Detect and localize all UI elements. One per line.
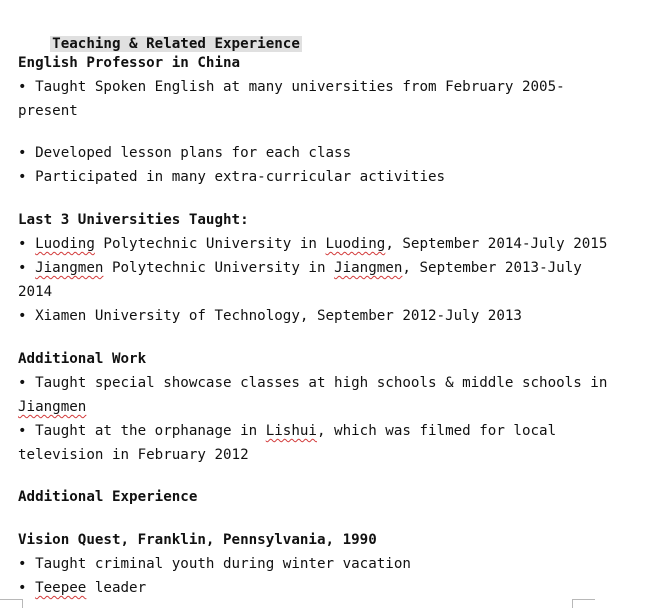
university-item-3: • Xiamen University of Technology, September 2012-July 2013 <box>18 308 522 324</box>
universities-heading: Last 3 Universities Taught: <box>18 212 249 228</box>
job-bullet-1-cont: present <box>18 103 78 119</box>
university-1-suffix: , September 2014-July 2015 <box>385 236 608 252</box>
vision-quest-bullet-2-suffix: leader <box>86 580 147 596</box>
spellcheck-word[interactable]: Luoding <box>325 236 386 252</box>
university-1-prefix: • <box>18 236 36 252</box>
university-2-prefix: • <box>18 260 36 276</box>
spellcheck-word[interactable]: Jiangmen <box>35 260 104 276</box>
vision-quest-heading: Vision Quest, Franklin, Pennsylvania, 1990 <box>18 532 377 548</box>
vision-quest-bullet-2-prefix: • <box>18 580 36 596</box>
section-title-text: Teaching & Related Experience <box>52 36 300 52</box>
spellcheck-word[interactable]: Lishui <box>265 423 317 439</box>
job-heading: English Professor in China <box>18 55 241 71</box>
additional-work-bullet-1-cont <box>18 395 86 419</box>
additional-experience-heading: Additional Experience <box>18 489 198 505</box>
additional-work-bullet-2 <box>18 419 556 443</box>
spellcheck-word[interactable]: Teepee <box>35 580 87 596</box>
university-2-mid: Polytechnic University in <box>103 260 335 276</box>
page-corner-mark-right <box>572 599 595 608</box>
university-2-suffix: , September 2013-July <box>402 260 582 276</box>
university-1-mid: Polytechnic University in <box>94 236 326 252</box>
page-corner-mark-left <box>0 599 23 608</box>
additional-work-bullet-1: • Taught special showcase classes at high schools & middle schools in <box>18 375 608 391</box>
additional-work-bullet-2-suffix: , which was filmed for local <box>316 423 557 439</box>
university-item-2 <box>18 256 582 280</box>
job-bullet-1: • Taught Spoken English at many universities from February 2005- <box>18 79 565 95</box>
job-bullet-3: • Participated in many extra-curricular activities <box>18 169 446 185</box>
additional-work-bullet-2-prefix: • Taught at the orphanage in <box>18 423 266 439</box>
spellcheck-word[interactable]: Jiangmen <box>334 260 403 276</box>
university-item-1 <box>18 232 607 256</box>
job-bullet-2: • Developed lesson plans for each class <box>18 145 352 161</box>
vision-quest-bullet-2 <box>18 576 146 600</box>
spellcheck-word[interactable]: Jiangmen <box>18 399 87 415</box>
spellcheck-word[interactable]: Luoding <box>35 236 95 252</box>
section-title <box>18 8 302 52</box>
additional-work-bullet-2-cont: television in February 2012 <box>18 447 249 463</box>
vision-quest-bullet-1: • Taught criminal youth during winter vacation <box>18 556 411 572</box>
university-item-2-cont: 2014 <box>18 284 53 300</box>
additional-work-heading: Additional Work <box>18 351 147 367</box>
